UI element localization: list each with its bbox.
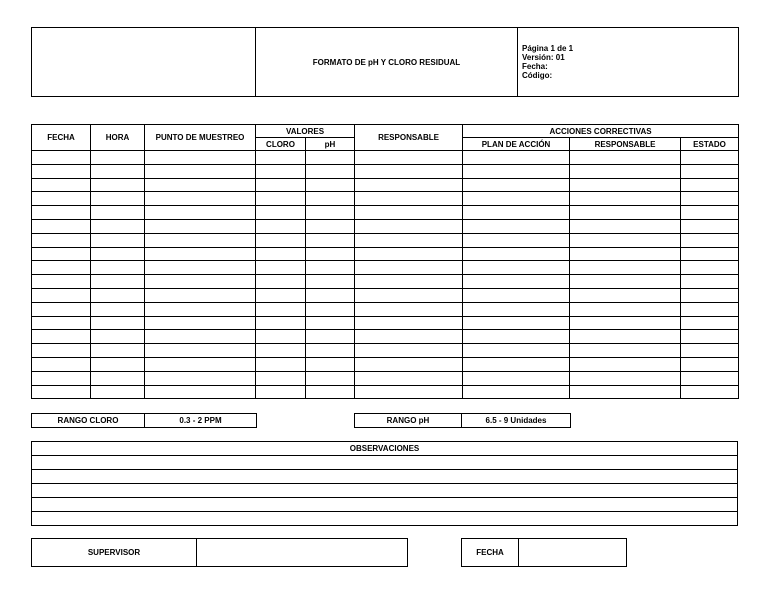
table-cell[interactable]	[355, 219, 463, 233]
table-cell[interactable]	[570, 357, 681, 371]
table-cell[interactable]	[355, 357, 463, 371]
range-ph-value: 6.5 - 9 Unidades	[462, 414, 571, 428]
version-info: Versión: 01	[522, 53, 565, 62]
table-cell[interactable]	[681, 357, 739, 371]
supervisor-box	[31, 538, 408, 567]
table-cell[interactable]	[463, 344, 570, 358]
table-cell[interactable]	[256, 371, 306, 385]
table-cell[interactable]	[681, 371, 739, 385]
col-punto-muestreo: PUNTO DE MUESTREO	[145, 125, 256, 151]
table-cell[interactable]	[32, 357, 91, 371]
table-cell[interactable]	[463, 261, 570, 275]
table-cell[interactable]	[256, 275, 306, 289]
table-cell[interactable]	[355, 330, 463, 344]
table-cell[interactable]	[91, 288, 145, 302]
table-cell[interactable]	[681, 164, 739, 178]
range-ph-label: RANGO pH	[355, 414, 462, 428]
table-cell[interactable]	[145, 357, 256, 371]
table-cell[interactable]	[681, 275, 739, 289]
table-cell[interactable]	[91, 357, 145, 371]
table-cell[interactable]	[355, 206, 463, 220]
table-cell[interactable]	[306, 302, 355, 316]
table-cell[interactable]	[463, 151, 570, 165]
table-cell[interactable]	[91, 247, 145, 261]
table-row	[32, 247, 739, 261]
col-estado: ESTADO	[681, 138, 739, 151]
table-cell[interactable]	[145, 330, 256, 344]
table-cell[interactable]	[570, 247, 681, 261]
observations-table	[31, 441, 738, 526]
form-header	[31, 27, 739, 97]
table-cell[interactable]	[355, 302, 463, 316]
table-cell[interactable]	[32, 178, 91, 192]
table-cell[interactable]	[32, 192, 91, 206]
table-cell[interactable]	[463, 385, 570, 399]
table-cell[interactable]	[32, 233, 91, 247]
table-cell[interactable]	[570, 371, 681, 385]
table-cell[interactable]	[32, 275, 91, 289]
table-cell[interactable]	[256, 206, 306, 220]
table-cell[interactable]	[681, 330, 739, 344]
page-info: Página 1 de 1	[522, 44, 574, 53]
table-cell[interactable]	[681, 247, 739, 261]
table-row	[32, 151, 739, 165]
table-cell[interactable]	[256, 261, 306, 275]
table-cell[interactable]	[91, 261, 145, 275]
observations-title: OBSERVACIONES	[32, 442, 738, 456]
table-cell[interactable]	[570, 151, 681, 165]
table-cell[interactable]	[355, 178, 463, 192]
table-cell[interactable]	[32, 261, 91, 275]
table-cell[interactable]	[681, 316, 739, 330]
table-cell[interactable]	[355, 247, 463, 261]
table-cell[interactable]	[681, 385, 739, 399]
table-cell[interactable]	[256, 316, 306, 330]
table-cell[interactable]	[32, 316, 91, 330]
supervisor-field[interactable]	[197, 539, 408, 567]
table-cell[interactable]	[355, 288, 463, 302]
table-cell[interactable]	[91, 178, 145, 192]
table-cell[interactable]	[256, 330, 306, 344]
observation-line	[32, 498, 738, 512]
table-cell[interactable]	[256, 178, 306, 192]
table-cell[interactable]	[355, 371, 463, 385]
table-cell[interactable]	[306, 192, 355, 206]
table-cell[interactable]	[306, 330, 355, 344]
doc-info	[518, 28, 739, 97]
table-cell[interactable]	[91, 302, 145, 316]
table-cell[interactable]	[145, 219, 256, 233]
table-cell[interactable]	[463, 302, 570, 316]
logo-cell	[32, 28, 256, 97]
table-cell[interactable]	[256, 302, 306, 316]
table-cell[interactable]	[91, 316, 145, 330]
table-cell[interactable]	[306, 206, 355, 220]
observation-cell[interactable]	[32, 470, 738, 484]
table-cell[interactable]	[256, 192, 306, 206]
table-cell[interactable]	[32, 219, 91, 233]
table-cell[interactable]	[145, 302, 256, 316]
date-info: Fecha:	[522, 62, 548, 71]
table-cell[interactable]	[91, 151, 145, 165]
table-cell[interactable]	[681, 261, 739, 275]
table-cell[interactable]	[256, 151, 306, 165]
table-cell[interactable]	[681, 344, 739, 358]
fecha-label: FECHA	[462, 539, 519, 567]
table-cell[interactable]	[145, 288, 256, 302]
table-cell[interactable]	[463, 178, 570, 192]
table-cell[interactable]	[145, 206, 256, 220]
table-row	[32, 233, 739, 247]
table-cell[interactable]	[681, 302, 739, 316]
table-cell[interactable]	[463, 219, 570, 233]
table-cell[interactable]	[463, 247, 570, 261]
table-cell[interactable]	[306, 316, 355, 330]
table-row	[32, 164, 739, 178]
table-cell[interactable]	[32, 164, 91, 178]
table-cell[interactable]	[145, 151, 256, 165]
fecha-box	[461, 538, 627, 567]
table-cell[interactable]	[681, 151, 739, 165]
table-row	[32, 385, 739, 399]
table-cell[interactable]	[463, 357, 570, 371]
table-cell[interactable]	[306, 178, 355, 192]
table-row	[32, 371, 739, 385]
table-cell[interactable]	[91, 233, 145, 247]
table-cell[interactable]	[145, 371, 256, 385]
table-cell[interactable]	[306, 371, 355, 385]
table-row	[32, 261, 739, 275]
table-cell[interactable]	[32, 247, 91, 261]
table-row	[32, 219, 739, 233]
table-cell[interactable]	[32, 206, 91, 220]
col-cloro: CLORO	[256, 138, 306, 151]
table-cell[interactable]	[355, 164, 463, 178]
col-fecha: FECHA	[32, 125, 91, 151]
observation-line	[32, 456, 738, 470]
table-cell[interactable]	[306, 288, 355, 302]
table-row	[32, 192, 739, 206]
table-cell[interactable]	[570, 344, 681, 358]
table-cell[interactable]	[463, 206, 570, 220]
range-cloro	[31, 413, 257, 428]
table-cell[interactable]	[91, 164, 145, 178]
table-row	[32, 330, 739, 344]
code-info: Código:	[522, 71, 553, 80]
table-cell[interactable]	[570, 288, 681, 302]
table-row	[32, 357, 739, 371]
range-ph	[354, 413, 571, 428]
table-cell[interactable]	[355, 233, 463, 247]
table-cell[interactable]	[306, 247, 355, 261]
table-cell[interactable]	[91, 206, 145, 220]
table-cell[interactable]	[463, 316, 570, 330]
table-cell[interactable]	[355, 275, 463, 289]
observation-cell[interactable]	[32, 498, 738, 512]
table-cell[interactable]	[355, 316, 463, 330]
table-cell[interactable]	[32, 288, 91, 302]
observation-line	[32, 484, 738, 498]
table-cell[interactable]	[145, 316, 256, 330]
table-cell[interactable]	[681, 219, 739, 233]
table-cell[interactable]	[570, 178, 681, 192]
table-cell[interactable]	[32, 151, 91, 165]
table-cell[interactable]	[145, 233, 256, 247]
table-cell[interactable]	[256, 288, 306, 302]
table-cell[interactable]	[32, 385, 91, 399]
table-cell[interactable]	[145, 247, 256, 261]
table-cell[interactable]	[145, 192, 256, 206]
col-plan-accion: PLAN DE ACCIÓN	[463, 138, 570, 151]
table-cell[interactable]	[306, 233, 355, 247]
table-cell[interactable]	[570, 192, 681, 206]
table-cell[interactable]	[463, 164, 570, 178]
table-cell[interactable]	[463, 288, 570, 302]
table-cell[interactable]	[570, 233, 681, 247]
table-cell[interactable]	[91, 192, 145, 206]
table-cell[interactable]	[681, 288, 739, 302]
table-cell[interactable]	[463, 192, 570, 206]
col-valores: VALORES	[256, 125, 355, 138]
table-cell[interactable]	[355, 385, 463, 399]
table-cell[interactable]	[256, 344, 306, 358]
table-cell[interactable]	[570, 206, 681, 220]
table-cell[interactable]	[463, 275, 570, 289]
table-row	[32, 206, 739, 220]
table-cell[interactable]	[306, 164, 355, 178]
table-cell[interactable]	[91, 219, 145, 233]
table-cell[interactable]	[145, 344, 256, 358]
table-cell[interactable]	[570, 302, 681, 316]
table-cell[interactable]	[32, 344, 91, 358]
table-cell[interactable]	[570, 330, 681, 344]
table-cell[interactable]	[463, 330, 570, 344]
col-hora: HORA	[91, 125, 145, 151]
table-cell[interactable]	[256, 357, 306, 371]
table-cell[interactable]	[91, 330, 145, 344]
table-row	[32, 288, 739, 302]
observation-line	[32, 512, 738, 526]
table-row	[32, 275, 739, 289]
table-row	[32, 178, 739, 192]
table-cell[interactable]	[355, 151, 463, 165]
table-cell[interactable]	[681, 192, 739, 206]
col-responsable: RESPONSABLE	[355, 125, 463, 151]
table-cell[interactable]	[463, 233, 570, 247]
table-cell[interactable]	[145, 164, 256, 178]
table-cell[interactable]	[256, 164, 306, 178]
observation-cell[interactable]	[32, 512, 738, 526]
range-cloro-label: RANGO CLORO	[32, 414, 145, 428]
table-cell[interactable]	[256, 247, 306, 261]
table-cell[interactable]	[256, 385, 306, 399]
table-cell[interactable]	[145, 261, 256, 275]
table-cell[interactable]	[306, 151, 355, 165]
table-cell[interactable]	[463, 371, 570, 385]
table-row	[32, 316, 739, 330]
table-cell[interactable]	[306, 219, 355, 233]
col-ph: pH	[306, 138, 355, 151]
table-cell[interactable]	[570, 275, 681, 289]
table-cell[interactable]	[681, 206, 739, 220]
table-cell[interactable]	[32, 371, 91, 385]
range-cloro-value: 0.3 - 2 PPM	[145, 414, 257, 428]
table-cell[interactable]	[91, 344, 145, 358]
table-cell[interactable]	[91, 275, 145, 289]
table-cell[interactable]	[355, 344, 463, 358]
table-cell[interactable]	[355, 261, 463, 275]
table-row	[32, 302, 739, 316]
col-acciones-correctivas: ACCIONES CORRECTIVAS	[463, 125, 739, 138]
table-cell[interactable]	[681, 233, 739, 247]
table-cell[interactable]	[145, 178, 256, 192]
table-cell[interactable]	[256, 219, 306, 233]
table-cell[interactable]	[91, 371, 145, 385]
table-cell[interactable]	[145, 275, 256, 289]
table-cell[interactable]	[32, 302, 91, 316]
table-cell[interactable]	[570, 385, 681, 399]
table-cell[interactable]	[306, 344, 355, 358]
table-cell[interactable]	[570, 261, 681, 275]
table-cell[interactable]	[681, 178, 739, 192]
table-cell[interactable]	[306, 275, 355, 289]
fecha-field[interactable]	[519, 539, 627, 567]
table-cell[interactable]	[306, 261, 355, 275]
col-responsable-accion: RESPONSABLE	[570, 138, 681, 151]
table-cell[interactable]	[32, 330, 91, 344]
main-table-body	[32, 151, 739, 399]
table-cell[interactable]	[256, 233, 306, 247]
table-cell[interactable]	[355, 192, 463, 206]
observation-cell[interactable]	[32, 456, 738, 470]
supervisor-label: SUPERVISOR	[32, 539, 197, 567]
observations-body	[32, 456, 738, 526]
form-title: FORMATO DE pH Y CLORO RESIDUAL	[256, 28, 518, 97]
table-cell[interactable]	[570, 316, 681, 330]
table-cell[interactable]	[570, 164, 681, 178]
observation-cell[interactable]	[32, 484, 738, 498]
table-cell[interactable]	[91, 385, 145, 399]
table-cell[interactable]	[306, 357, 355, 371]
observation-line	[32, 470, 738, 484]
table-cell[interactable]	[145, 385, 256, 399]
main-table	[31, 124, 739, 399]
table-row	[32, 344, 739, 358]
table-cell[interactable]	[306, 385, 355, 399]
table-cell[interactable]	[570, 219, 681, 233]
